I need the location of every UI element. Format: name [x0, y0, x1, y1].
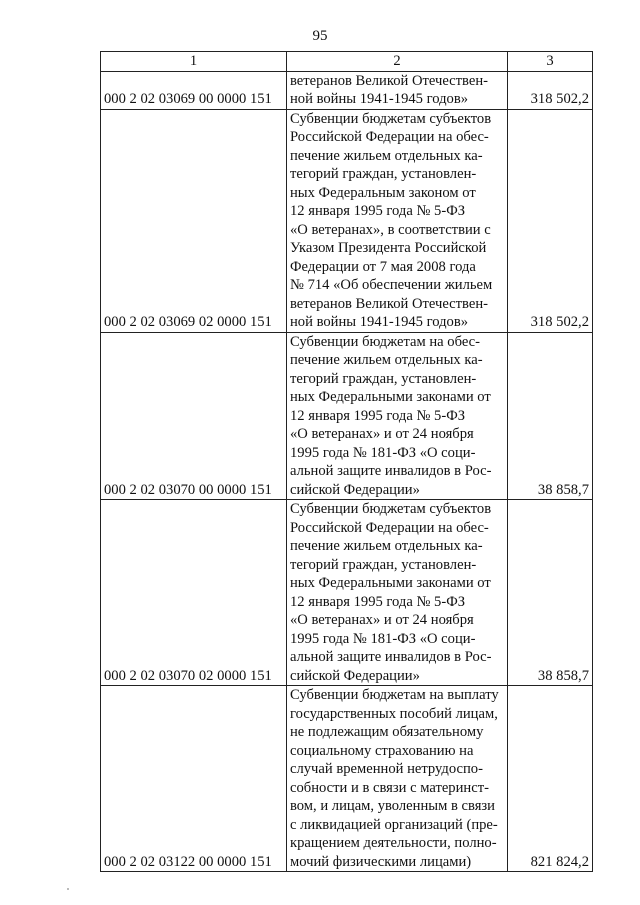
column-header-code: 1 [101, 52, 287, 72]
row-code: 000 2 02 03069 00 0000 151 [101, 71, 287, 109]
row-code: 000 2 02 03070 00 0000 151 [101, 332, 287, 500]
row-code: 000 2 02 03070 02 0000 151 [101, 500, 287, 686]
row-description: Субвенции бюджетам субъектов Российской Федерации на обес- печение жильем отдельных ка- тегорий граждан, установлен- ных Федеральным законом от 12 января 1995 года № 5-ФЗ «О ветеранах», в соответствии с Указом Президента Российской Федерации от 7 мая 2008 года № 714 «Об обеспечении жильем ветеранов Великой Отечествен- ной войны 1941-1945 годов» [287, 109, 508, 332]
table-row [101, 686, 593, 872]
row-description: Субвенции бюджетам на выплату государственных пособий лицам, не подлежащим обязательному социальному страхованию на случай временной нетрудоспо- собности и в связи с материнст- вом, и лицам, уволенным в связи с ликвидацией организаций (пре- кращением деятельности, полно- мочий физическими лицами) [287, 686, 508, 872]
row-code: 000 2 02 03122 00 0000 151 [101, 686, 287, 872]
column-header-amount: 3 [508, 52, 593, 72]
page-number: 95 [312, 28, 328, 44]
budget-table [100, 51, 593, 872]
table-row [101, 109, 593, 332]
row-amount: 38 858,7 [508, 500, 593, 686]
table-header-row [101, 52, 593, 72]
row-amount: 318 502,2 [508, 109, 593, 332]
row-code: 000 2 02 03069 02 0000 151 [101, 109, 287, 332]
table-row [101, 71, 593, 109]
row-description: Субвенции бюджетам на обес- печение жильем отдельных ка- тегорий граждан, установлен- ных Федеральными законами от 12 января 1995 года № 5-ФЗ «О ветеранах» и от 24 ноября 1995 года № 181-ФЗ «О соци- альной защите инвалидов в Рос- сийской Федерации» [287, 332, 508, 500]
row-description: Субвенции бюджетам субъектов Российской Федерации на обес- печение жильем отдельных ка- тегорий граждан, установлен- ных Федеральными законами от 12 января 1995 года № 5-ФЗ «О ветеранах» и от 24 ноября 1995 года № 181-ФЗ «О соци- альной защите инвалидов в Рос- сийской Федерации» [287, 500, 508, 686]
table-row [101, 332, 593, 500]
column-header-description: 2 [287, 52, 508, 72]
row-amount: 318 502,2 [508, 71, 593, 109]
row-amount: 821 824,2 [508, 686, 593, 872]
row-description: ветеранов Великой Отечествен- ной войны 1941-1945 годов» [287, 71, 508, 109]
row-amount: 38 858,7 [508, 332, 593, 500]
table-row [101, 500, 593, 686]
scan-speck [67, 888, 69, 890]
